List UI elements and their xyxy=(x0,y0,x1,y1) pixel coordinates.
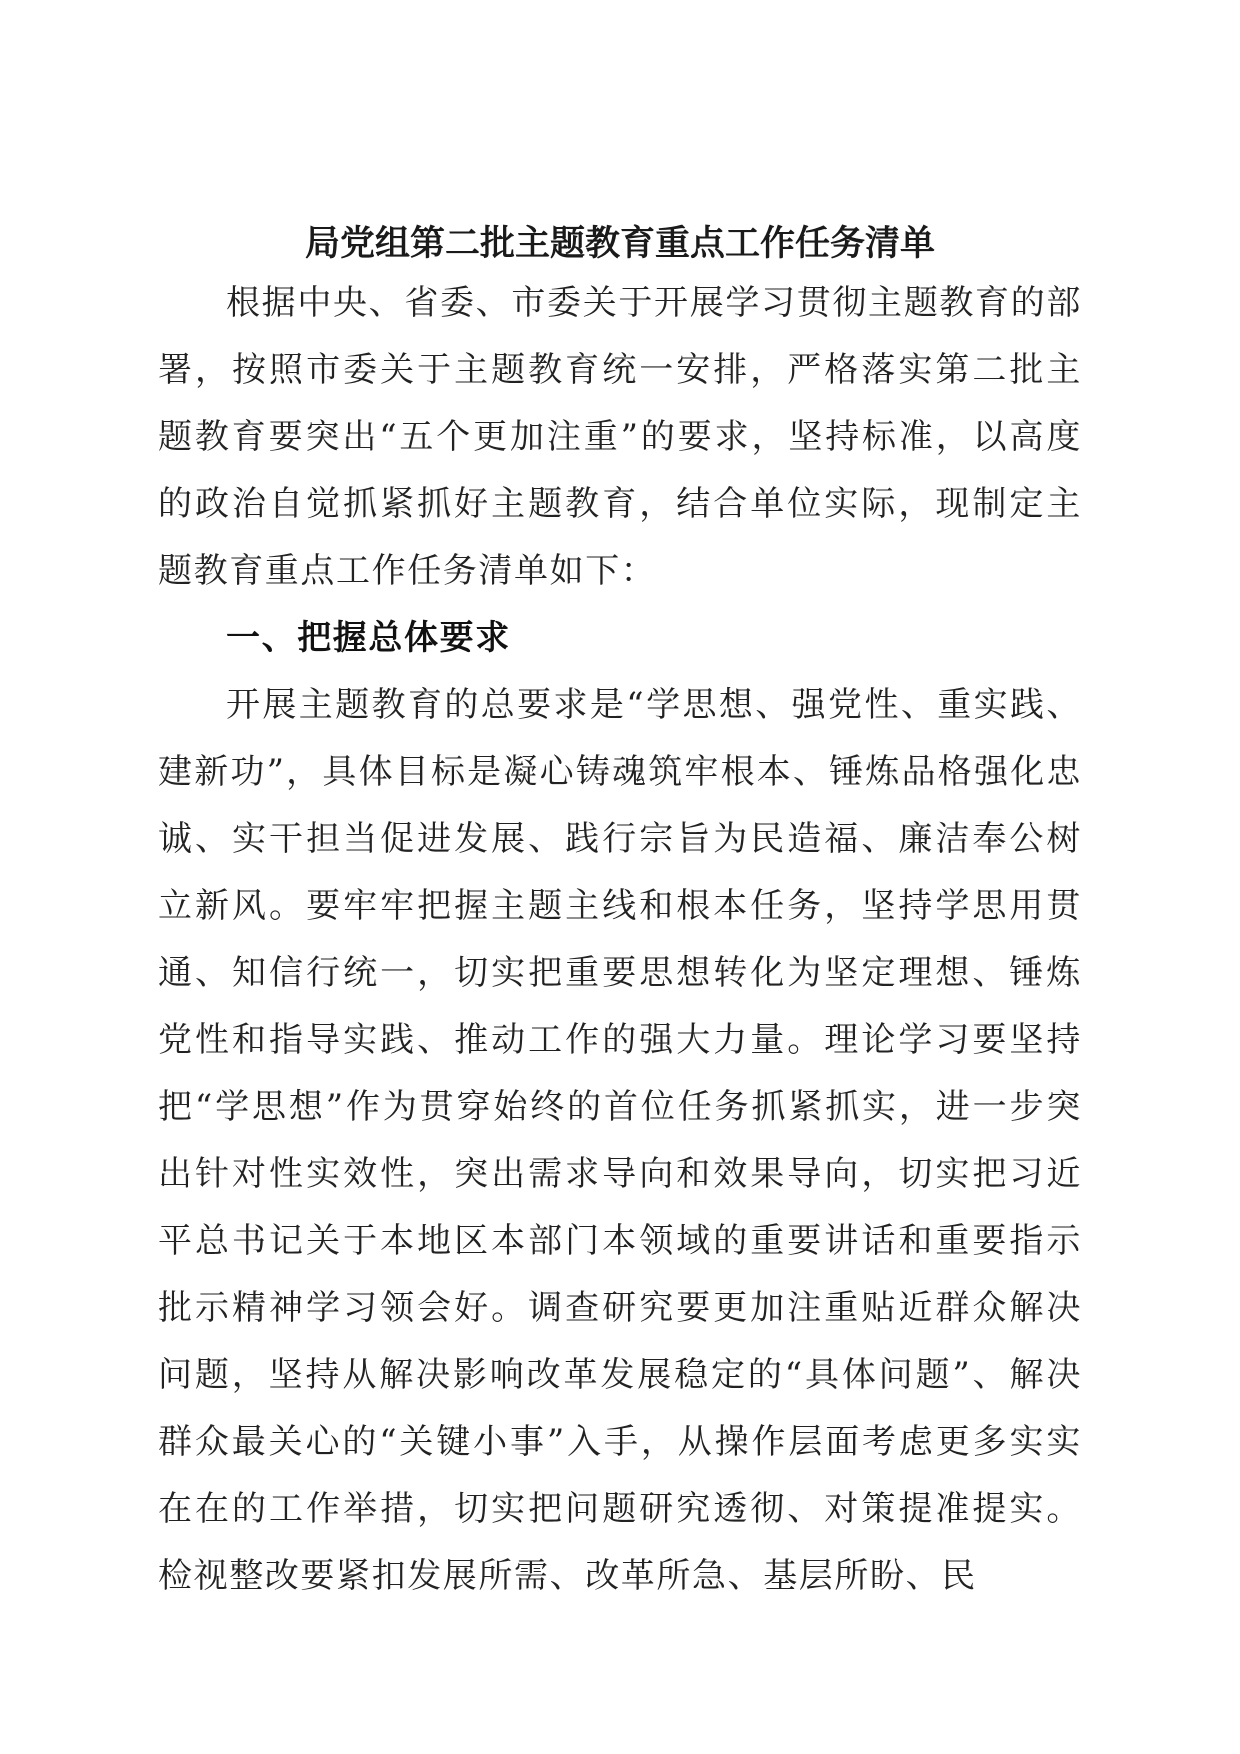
section-1 xyxy=(158,605,1082,1610)
intro-text: 根据中央、省委、市委关于开展学习贯彻主题教育的部署，按照市委关于主题教育统一安排，严格落实第二批主题教育要突出“五个更加注重”的要求，坚持标准，以高度的政治自觉抓紧抓好主题教育，结合单位实际，现制定主题教育重点工作任务清单如下： xyxy=(158,283,1082,591)
document-title: 局党组第二批主题教育重点工作任务清单 xyxy=(304,223,935,264)
section-1-body: 开展主题教育的总要求是“学思想、强党性、重实践、建新功”，具体目标是凝心铸魂筑牢根本、锤炼品格强化忠诚、实干担当促进发展、践行宗旨为民造福、廉洁奉公树立新风。要牢牢把握主题主线和根本任务，坚持学思用贯通、知信行统一，切实把重要思想转化为坚定理想、锤炼党性和指导实践、推动工作的强大力量。理论学习要坚持把“学思想”作为贯穿始终的首位任务抓紧抓实，进一步突出针对性实效性，突出需求导向和效果导向，切实把习近平总书记关于本地区本部门本领域的重要讲话和重要指示批示精神学习领会好。调查研究要更加注重贴近群众解决问题，坚持从解决影响改革发展稳定的“具体问题”、解决群众最关心的“关键小事”入手，从操作层面考虑更多实实在在的工作举措，切实把问题研究透彻、对策提准提实。检视整改要紧扣发展所需、改革所急、基层所盼、民 xyxy=(158,685,1082,1596)
intro-paragraph xyxy=(158,270,1082,605)
section-1-heading: 一、把握总体要求 xyxy=(226,618,511,658)
